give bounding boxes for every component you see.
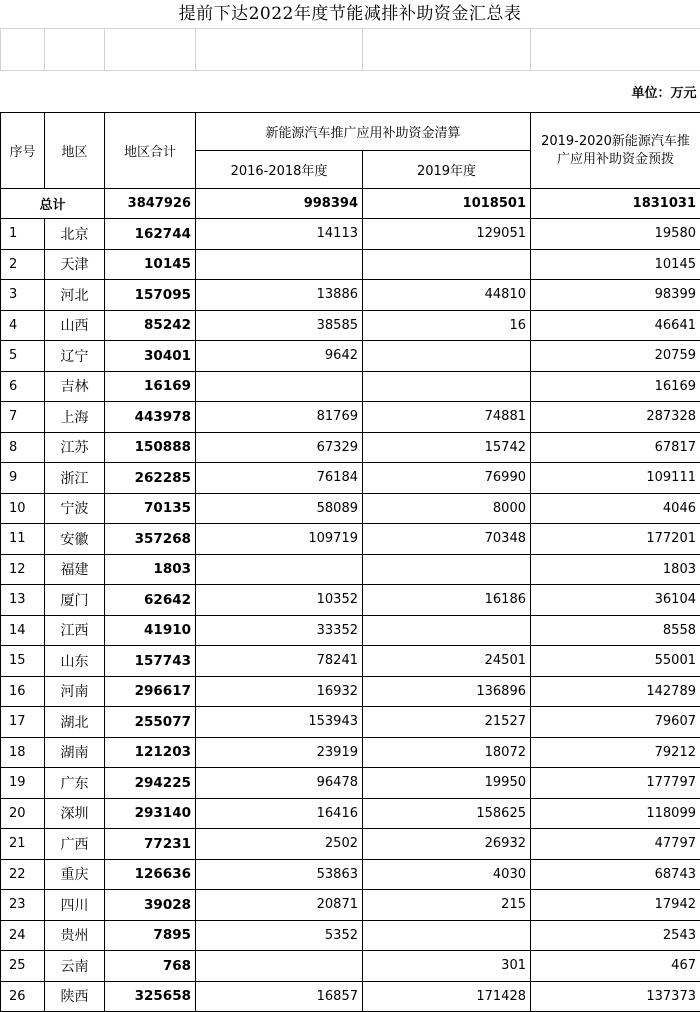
row-index: 11 (1, 524, 45, 555)
row-index: 23 (1, 890, 45, 921)
total-row (1, 189, 700, 219)
table-row (1, 524, 700, 555)
row-region-total: 126636 (105, 859, 196, 890)
row-prepay: 79607 (531, 707, 700, 738)
row-index: 16 (1, 676, 45, 707)
unit-row (1, 71, 700, 113)
row-region: 湖南 (45, 737, 105, 768)
row-region: 四川 (45, 890, 105, 921)
row-index: 22 (1, 859, 45, 890)
row-2016-2018 (196, 249, 363, 280)
row-region-total: 150888 (105, 432, 196, 463)
row-region-total: 30401 (105, 341, 196, 372)
row-region-total: 16169 (105, 371, 196, 402)
row-prepay: 142789 (531, 676, 700, 707)
row-region-total: 10145 (105, 249, 196, 280)
row-index: 17 (1, 707, 45, 738)
row-index: 25 (1, 951, 45, 982)
table-row (1, 341, 700, 372)
table-row (1, 249, 700, 280)
row-region: 宁波 (45, 493, 105, 524)
row-2019: 158625 (363, 798, 531, 829)
row-region-total: 85242 (105, 310, 196, 341)
row-2019: 19950 (363, 768, 531, 799)
row-2016-2018 (196, 371, 363, 402)
row-2016-2018: 81769 (196, 402, 363, 433)
header-prepay: 2019-2020新能源汽车推广应用补助资金预拨 (531, 113, 700, 189)
row-2016-2018: 76184 (196, 463, 363, 494)
table-row (1, 829, 700, 860)
table-row (1, 737, 700, 768)
row-region-total: 121203 (105, 737, 196, 768)
row-region: 吉林 (45, 371, 105, 402)
row-prepay: 16169 (531, 371, 700, 402)
header-2019: 2019年度 (363, 151, 531, 189)
row-2016-2018: 23919 (196, 737, 363, 768)
row-index: 10 (1, 493, 45, 524)
row-2016-2018: 33352 (196, 615, 363, 646)
row-2016-2018: 2502 (196, 829, 363, 860)
row-2019 (363, 554, 531, 585)
row-region: 山东 (45, 646, 105, 677)
row-region-total: 768 (105, 951, 196, 982)
row-region: 厦门 (45, 585, 105, 616)
row-region-total: 157743 (105, 646, 196, 677)
row-region: 陕西 (45, 981, 105, 1012)
row-2016-2018: 20871 (196, 890, 363, 921)
table-row (1, 646, 700, 677)
row-2016-2018: 14113 (196, 219, 363, 250)
row-index: 20 (1, 798, 45, 829)
row-index: 7 (1, 402, 45, 433)
table-row (1, 981, 700, 1012)
table-row (1, 615, 700, 646)
row-prepay: 10145 (531, 249, 700, 280)
row-index: 26 (1, 981, 45, 1012)
row-prepay: 467 (531, 951, 700, 982)
row-2016-2018: 13886 (196, 280, 363, 311)
row-prepay: 287328 (531, 402, 700, 433)
table-row (1, 859, 700, 890)
row-region-total: 41910 (105, 615, 196, 646)
total-2019: 1018501 (363, 189, 531, 219)
table-row (1, 280, 700, 311)
table-row (1, 707, 700, 738)
row-prepay: 19580 (531, 219, 700, 250)
row-prepay: 8558 (531, 615, 700, 646)
row-region-total: 443978 (105, 402, 196, 433)
row-index: 3 (1, 280, 45, 311)
total-label: 总计 (1, 189, 105, 219)
row-prepay: 109111 (531, 463, 700, 494)
header-settlement-group: 新能源汽车推广应用补助资金清算 (196, 113, 531, 151)
row-region-total: 1803 (105, 554, 196, 585)
row-2016-2018: 109719 (196, 524, 363, 555)
table-row (1, 493, 700, 524)
row-2019: 21527 (363, 707, 531, 738)
table-row (1, 371, 700, 402)
row-region-total: 7895 (105, 920, 196, 951)
row-2016-2018: 9642 (196, 341, 363, 372)
row-region: 深圳 (45, 798, 105, 829)
blank-cell (1, 29, 45, 71)
blank-cell (105, 29, 196, 71)
table-row (1, 310, 700, 341)
table-row (1, 798, 700, 829)
row-region: 江苏 (45, 432, 105, 463)
row-2019: 18072 (363, 737, 531, 768)
row-region: 广东 (45, 768, 105, 799)
row-2019 (363, 249, 531, 280)
row-index: 4 (1, 310, 45, 341)
row-2019: 4030 (363, 859, 531, 890)
row-prepay: 55001 (531, 646, 700, 677)
row-prepay: 68743 (531, 859, 700, 890)
row-index: 2 (1, 249, 45, 280)
row-2019: 8000 (363, 493, 531, 524)
row-2019 (363, 371, 531, 402)
row-region: 河南 (45, 676, 105, 707)
row-region-total: 296617 (105, 676, 196, 707)
table-row (1, 951, 700, 982)
row-prepay: 36104 (531, 585, 700, 616)
row-prepay: 177201 (531, 524, 700, 555)
row-2016-2018: 16857 (196, 981, 363, 1012)
row-2016-2018: 58089 (196, 493, 363, 524)
row-2016-2018: 16932 (196, 676, 363, 707)
row-index: 14 (1, 615, 45, 646)
row-prepay: 4046 (531, 493, 700, 524)
row-region-total: 293140 (105, 798, 196, 829)
row-prepay: 46641 (531, 310, 700, 341)
row-index: 19 (1, 768, 45, 799)
table-row (1, 432, 700, 463)
row-2019: 70348 (363, 524, 531, 555)
row-prepay: 2543 (531, 920, 700, 951)
row-region: 贵州 (45, 920, 105, 951)
header-row-1 (1, 113, 700, 151)
row-region: 安徽 (45, 524, 105, 555)
row-2016-2018: 67329 (196, 432, 363, 463)
row-prepay: 1803 (531, 554, 700, 585)
row-region-total: 262285 (105, 463, 196, 494)
row-region: 江西 (45, 615, 105, 646)
table-row (1, 585, 700, 616)
row-index: 21 (1, 829, 45, 860)
row-2019: 15742 (363, 432, 531, 463)
row-prepay: 98399 (531, 280, 700, 311)
row-index: 8 (1, 432, 45, 463)
row-region: 重庆 (45, 859, 105, 890)
row-region: 广西 (45, 829, 105, 860)
row-index: 13 (1, 585, 45, 616)
header-region-total: 地区合计 (105, 113, 196, 189)
blank-cell (45, 29, 105, 71)
header-2016-2018: 2016-2018年度 (196, 151, 363, 189)
row-region-total: 357268 (105, 524, 196, 555)
row-index: 6 (1, 371, 45, 402)
blank-grid-row (1, 29, 700, 71)
row-region: 山西 (45, 310, 105, 341)
row-2016-2018: 38585 (196, 310, 363, 341)
row-index: 15 (1, 646, 45, 677)
row-2019: 129051 (363, 219, 531, 250)
row-2019: 16 (363, 310, 531, 341)
header-region: 地区 (45, 113, 105, 189)
total-prepay: 1831031 (531, 189, 700, 219)
row-2019: 301 (363, 951, 531, 982)
row-region-total: 294225 (105, 768, 196, 799)
row-region: 福建 (45, 554, 105, 585)
row-index: 12 (1, 554, 45, 585)
row-prepay: 17942 (531, 890, 700, 921)
row-index: 5 (1, 341, 45, 372)
row-2019: 26932 (363, 829, 531, 860)
row-2016-2018: 10352 (196, 585, 363, 616)
row-2016-2018 (196, 951, 363, 982)
table-row (1, 463, 700, 494)
table-row (1, 920, 700, 951)
row-2019: 74881 (363, 402, 531, 433)
table-row (1, 768, 700, 799)
total-2016-2018: 998394 (196, 189, 363, 219)
row-2016-2018: 53863 (196, 859, 363, 890)
blank-cell (363, 29, 531, 71)
table-row (1, 402, 700, 433)
row-region-total: 70135 (105, 493, 196, 524)
row-2019 (363, 920, 531, 951)
row-region-total: 39028 (105, 890, 196, 921)
blank-cell (531, 29, 700, 71)
row-2019: 44810 (363, 280, 531, 311)
row-region-total: 162744 (105, 219, 196, 250)
row-index: 24 (1, 920, 45, 951)
row-prepay: 79212 (531, 737, 700, 768)
blank-cell (196, 29, 363, 71)
row-2019: 136896 (363, 676, 531, 707)
row-region: 河北 (45, 280, 105, 311)
table-row (1, 219, 700, 250)
row-region-total: 77231 (105, 829, 196, 860)
row-region: 天津 (45, 249, 105, 280)
row-2016-2018: 96478 (196, 768, 363, 799)
row-region-total: 325658 (105, 981, 196, 1012)
row-2016-2018: 78241 (196, 646, 363, 677)
row-2019: 24501 (363, 646, 531, 677)
row-2019 (363, 615, 531, 646)
row-index: 1 (1, 219, 45, 250)
table-row (1, 554, 700, 585)
row-region: 辽宁 (45, 341, 105, 372)
row-prepay: 67817 (531, 432, 700, 463)
row-prepay: 137373 (531, 981, 700, 1012)
row-2016-2018 (196, 554, 363, 585)
total-region-sum: 3847926 (105, 189, 196, 219)
row-prepay: 177797 (531, 768, 700, 799)
row-prepay: 20759 (531, 341, 700, 372)
row-2016-2018: 16416 (196, 798, 363, 829)
row-2016-2018: 153943 (196, 707, 363, 738)
row-index: 9 (1, 463, 45, 494)
row-2016-2018: 5352 (196, 920, 363, 951)
page-title: 提前下达2022年度节能减排补助资金汇总表 (0, 0, 700, 28)
unit-label: 单位：万元 (1, 71, 700, 113)
row-region-total: 157095 (105, 280, 196, 311)
row-prepay: 118099 (531, 798, 700, 829)
row-region: 上海 (45, 402, 105, 433)
row-2019: 76990 (363, 463, 531, 494)
row-region: 云南 (45, 951, 105, 982)
header-index: 序号 (1, 113, 45, 189)
row-index: 18 (1, 737, 45, 768)
row-region: 湖北 (45, 707, 105, 738)
row-2019: 215 (363, 890, 531, 921)
row-region: 浙江 (45, 463, 105, 494)
row-region-total: 255077 (105, 707, 196, 738)
subsidy-table (0, 28, 700, 1012)
table-row (1, 676, 700, 707)
table-row (1, 890, 700, 921)
row-2019: 16186 (363, 585, 531, 616)
row-region: 北京 (45, 219, 105, 250)
row-region-total: 62642 (105, 585, 196, 616)
row-prepay: 47797 (531, 829, 700, 860)
row-2019: 171428 (363, 981, 531, 1012)
row-2019 (363, 341, 531, 372)
